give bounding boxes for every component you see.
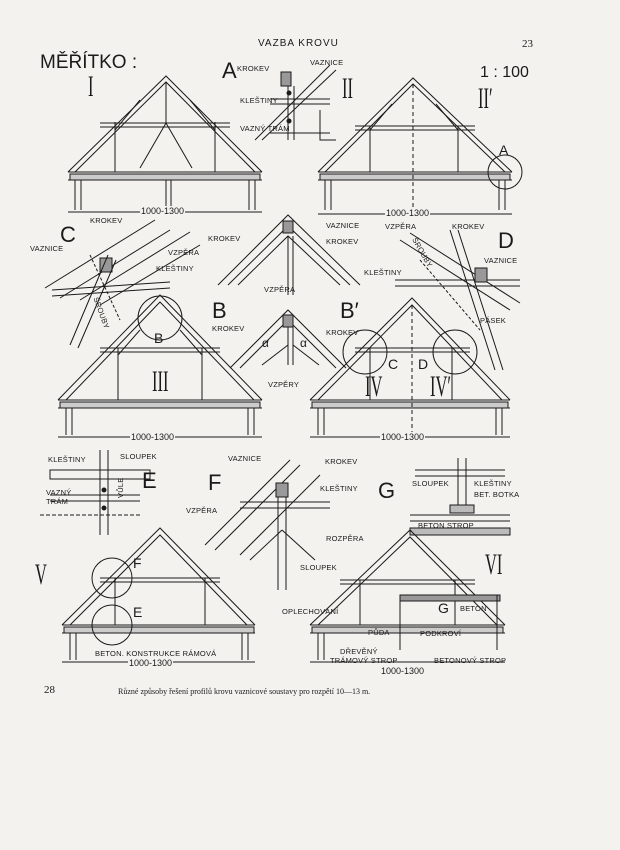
label-G-beton-strop: BETON STROP (418, 521, 474, 530)
label-E-klestiny: KLEŠTINY (48, 455, 86, 464)
label-VI-podkrovi: PODKROVÍ (420, 629, 462, 638)
label-F-krokev: KROKEV (325, 457, 358, 466)
label-VI-tramovy-strop: TRÁMOVÝ STROP (330, 656, 398, 665)
label-D-klestiny: KLEŠTINY (364, 268, 402, 277)
label-A-klestiny: KLEŠTINY (240, 96, 278, 105)
label-alpha-left: α (262, 336, 270, 350)
label-B-krokev-left: KROKEV (208, 234, 241, 243)
dimension-V: 1000-1300 (129, 658, 173, 668)
detail-B-label: B (212, 298, 227, 323)
page-header-title: VAZBA KROVU (258, 38, 339, 49)
circle-C-label: C (388, 356, 399, 372)
label-A-vazny-tram: VAZNÝ TRÁM (240, 124, 290, 133)
label-F-vzpera: VZPĚRA (186, 506, 218, 515)
label-C-krokev: KROKEV (90, 216, 123, 225)
label-D-srouby: ŠROUBY (410, 236, 435, 269)
label-VI-beton: BETON (460, 604, 487, 613)
dimension-I: 1000-1300 (141, 206, 185, 216)
variant-IIprime-label: II′ (478, 82, 493, 115)
truss-VI-drawing (310, 530, 505, 662)
variant-II-label: II (342, 72, 353, 105)
label-VI-betonovy-strop: BETONOVÝ STROP (434, 656, 507, 665)
label-C-klestiny: KLEŠTINY (156, 264, 194, 273)
label-F-rozpera: ROZPĚRA (326, 534, 364, 543)
circle-E-label: E (133, 604, 143, 620)
label-G-bet-botka: BET. BOTKA (474, 490, 520, 499)
dimension-IV: 1000-1300 (381, 432, 425, 442)
label-F-sloupek: SLOUPEK (300, 563, 337, 572)
detail-F-label: F (208, 470, 222, 495)
scale-label: MĚŘÍTKO : (40, 52, 138, 73)
detail-E-label: E (142, 468, 157, 493)
circle-B-label: B (154, 330, 164, 346)
label-Bprime-krokev: KROKEV (212, 324, 245, 333)
label-D-vaznice: VAZNICE (484, 256, 518, 265)
label-E-vazny: VAZNÝ (46, 488, 72, 497)
detail-G-in-VI-label: G (438, 600, 449, 616)
label-oplechovani: OPLECHOVÁNÍ (282, 607, 339, 616)
label-C-srouby: ŠROUBY (91, 296, 112, 330)
label-E-sloupek: SLOUPEK (120, 452, 157, 461)
label-VI-puda: PŮDA (368, 628, 390, 637)
label-VI-dreveny: DŘEVĚNÝ (340, 647, 378, 656)
detail-D-label: D (498, 228, 514, 253)
label-alpha-right: α (300, 336, 308, 350)
detail-A-label: A (222, 58, 237, 83)
label-vzpery: VZPĚRY (268, 380, 300, 389)
label-A-krokev: KROKEV (237, 64, 270, 73)
detail-G-label: G (378, 478, 396, 503)
label-E-vule: VŮLE (116, 477, 125, 498)
circle-A-label: A (499, 142, 509, 158)
dimension-III: 1000-1300 (131, 432, 175, 442)
label-D-vzpera: VZPĚRA (385, 222, 417, 231)
variant-VI-label: VI (485, 548, 503, 581)
variant-III-label: III (152, 365, 169, 398)
label-D-krokev: KROKEV (452, 222, 485, 231)
detail-C-label: C (60, 222, 76, 247)
page-number-left: 28 (44, 684, 55, 696)
dimension-VI: 1000-1300 (381, 666, 425, 676)
variant-IVprime-label: IV′ (430, 370, 452, 403)
label-B-krokev-right: KROKEV (326, 237, 359, 246)
scale-value: 1 : 100 (480, 64, 529, 81)
variant-V-label: V (35, 558, 47, 591)
label-F-vaznice: VAZNICE (228, 454, 262, 463)
label-F-klestiny: KLEŠTINY (320, 484, 358, 493)
dimension-II: 1000-1300 (386, 208, 430, 218)
label-C-vzpera: VZPĚRA (168, 248, 200, 257)
label-G-klestiny: KLEŠTINY (474, 479, 512, 488)
circle-D-label: D (418, 356, 429, 372)
page-number-right: 23 (522, 38, 533, 50)
truss-I-drawing (68, 76, 262, 212)
truss-V-drawing (62, 528, 255, 662)
figure-caption: Různé způsoby řešení profilů krovu vaznicové soustavy pro rozpětí 10—13 m. (118, 687, 371, 696)
label-C-vaznice: VAZNICE (30, 244, 64, 253)
label-G-sloupek: SLOUPEK (412, 479, 449, 488)
label-V-beton-konstrukce: BETON. KONSTRUKCE RÁMOVÁ (95, 649, 217, 658)
label-Bprime-krokev-right: KROKEV (326, 328, 359, 337)
label-B-vaznice: VAZNICE (326, 221, 360, 230)
variant-I-label: I (88, 70, 94, 103)
label-B-vzpera: VZPĚRA (264, 285, 296, 294)
label-D-pasek: PÁSEK (480, 316, 507, 325)
circle-F-label: F (133, 555, 142, 571)
detail-Bprime-label: B′ (340, 298, 359, 323)
detail-Bprime-drawing (230, 310, 346, 368)
label-E-tram: TRÁM (46, 497, 69, 506)
variant-IV-label: IV (365, 370, 383, 403)
label-A-vaznice: VAZNICE (310, 58, 344, 67)
